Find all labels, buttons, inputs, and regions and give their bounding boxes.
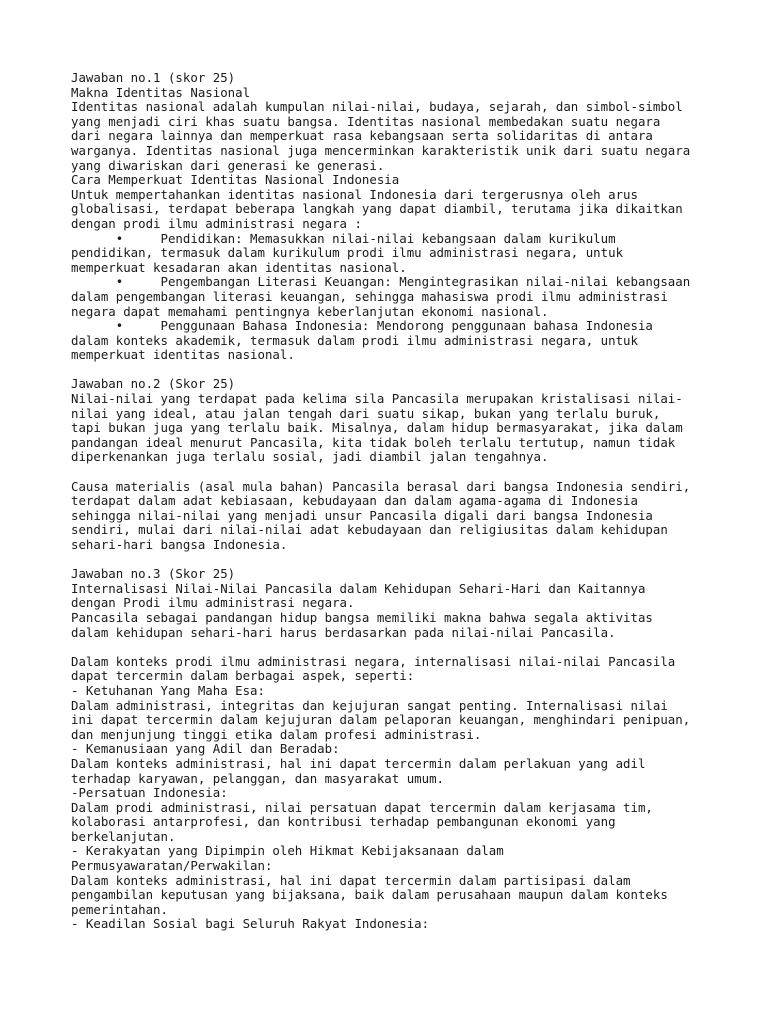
blank-line <box>71 640 711 655</box>
text-line: - Ketuhanan Yang Maha Esa: <box>71 682 265 698</box>
text-line: Identitas nasional adalah kumpulan nilai-nilai, budaya, sejarah, dan simbol-simbol <box>71 99 683 115</box>
text-line: pendidikan, termasuk dalam kurikulum prodi ilmu administrasi negara, untuk <box>71 245 624 261</box>
text-line: pandangan ideal menurut Pancasila, kita tidak boleh terlalu tertutup, namun tidak <box>71 434 676 450</box>
text-line: nilai yang ideal, atau jalan tengah dari suatu sikap, bukan yang terlalu buruk, <box>71 405 661 421</box>
text-line: warganya. Identitas nasional juga mencerminkan karakteristik unik dari suatu negara <box>71 142 691 158</box>
text-line: - Keadilan Sosial bagi Seluruh Rakyat Indonesia: <box>71 916 430 932</box>
text-line: -Persatuan Indonesia: <box>71 785 228 801</box>
text-line: ini dapat tercermin dalam kejujuran dalam pelaporan keuangan, menghindari penipuan, <box>71 712 691 728</box>
text-line: Dalam konteks prodi ilmu administrasi negara, internalisasi nilai-nilai Pancasila <box>71 653 676 669</box>
text-line: - Kerakyatan yang Dipimpin oleh Hikmat Kebijaksanaan dalam <box>71 843 504 859</box>
text-line: Dalam administrasi, integritas dan kejujuran sangat penting. Internalisasi nilai <box>71 697 668 713</box>
text-line: Causa materialis (asal mula bahan) Pancasila berasal dari bangsa Indonesia sendiri, <box>71 478 691 494</box>
text-line: diperkenankan juga terlalu sosial, jadi diambil jalan tengahnya. <box>71 449 549 465</box>
text-line: • Penggunaan Bahasa Indonesia: Mendorong penggunaan bahasa Indonesia <box>71 318 653 334</box>
text-line: Dalam konteks administrasi, hal ini dapat tercermin dalam partisipasi dalam <box>71 872 631 888</box>
document-text <box>71 71 711 932</box>
text-line: tapi bukan juga yang terlalu baik. Misalnya, dalam hidup bermasyarakat, jika dalam <box>71 420 683 436</box>
text-line: kolaborasi antarprofesi, dan kontribusi terhadap pembangunan ekonomi yang <box>71 814 616 830</box>
text-line: dengan prodi ilmu administrasi negara : <box>71 215 362 231</box>
text-line: Nilai-nilai yang terdapat pada kelima sila Pancasila merupakan kristalisasi nilai- <box>71 391 683 407</box>
text-line: berkelanjutan. <box>71 828 176 844</box>
text-line: globalisasi, terdapat beberapa langkah yang dapat diambil, terutama jika dikaitkan <box>71 201 683 217</box>
text-line: Internalisasi Nilai-Nilai Pancasila dalam Kehidupan Sehari-Hari dan Kaitannya <box>71 580 646 596</box>
text-line: pemerintahan. <box>71 901 168 917</box>
text-line: yang menjadi ciri khas suatu bangsa. Identitas nasional membedakan suatu negara <box>71 113 661 129</box>
text-line: negara dapat memahami pentingnya keberlanjutan ekonomi nasional. <box>71 303 549 319</box>
text-line: Jawaban no.1 (skor 25) <box>71 70 236 85</box>
text-line: dari negara lainnya dan memperkuat rasa kebangsaan serta solidaritas di antara <box>71 128 653 144</box>
text-line: yang diwariskan dari generasi ke generasi. <box>71 157 385 173</box>
text-line: Dalam konteks administrasi, hal ini dapat tercermin dalam perlakuan yang adil <box>71 755 646 771</box>
text-line: • Pendidikan: Memasukkan nilai-nilai kebangsaan dalam kurikulum <box>71 230 616 246</box>
text-line: memperkuat kesadaran akan identitas nasional. <box>71 259 407 275</box>
text-line: dan menjunjung tinggi etika dalam profesi administrasi. <box>71 726 482 742</box>
text-line: sehari-hari bangsa Indonesia. <box>71 537 288 552</box>
text-line: Pancasila sebagai pandangan hidup bangsa memiliki makna bahwa segala aktivitas <box>71 609 653 625</box>
text-line: Dalam prodi administrasi, nilai persatuan dapat tercermin dalam kerjasama tim, <box>71 799 653 815</box>
text-line: Makna Identitas Nasional <box>71 84 251 100</box>
blank-line <box>71 465 711 480</box>
text-line: terhadap karyawan, pelanggan, dan masyarakat umum. <box>71 770 444 786</box>
text-line: pengambilan keputusan yang bijaksana, baik dalam perusahaan maupun dalam konteks <box>71 887 668 903</box>
text-line: dalam konteks akademik, termasuk dalam prodi ilmu administrasi negara, untuk <box>71 332 638 348</box>
text-line: memperkuat identitas nasional. <box>71 347 295 363</box>
text-line: terdapat dalam adat kebiasaan, kebudayaan dan dalam agama-agama di Indonesia <box>71 493 638 509</box>
text-line: dengan Prodi ilmu administrasi negara. <box>71 595 355 611</box>
text-line: Cara Memperkuat Identitas Nasional Indonesia <box>71 172 400 188</box>
text-line: dalam kehidupan sehari-hari harus berdasarkan pada nilai-nilai Pancasila. <box>71 624 616 640</box>
text-line: sendiri, mulai dari nilai-nilai adat kebudayaan dan religiusitas dalam kehidupan <box>71 522 668 538</box>
text-line: sehingga nilai-nilai yang menjadi unsur Pancasila digali dari bangsa Indonesia <box>71 507 653 523</box>
text-line: dalam pengembangan literasi keuangan, sehingga mahasiswa prodi ilmu administrasi <box>71 288 668 304</box>
blank-line <box>71 553 711 568</box>
text-line: dapat tercermin dalam berbagai aspek, seperti: <box>71 668 415 684</box>
text-line: Untuk mempertahankan identitas nasional Indonesia dari tergerusnya oleh arus <box>71 186 638 202</box>
text-line: • Pengembangan Literasi Keuangan: Mengintegrasikan nilai-nilai kebangsaan <box>71 274 691 290</box>
text-line: Permusyawaratan/Perwakilan: <box>71 858 273 874</box>
text-line: Jawaban no.2 (Skor 25) <box>71 376 236 392</box>
blank-line <box>71 363 711 378</box>
text-line: Jawaban no.3 (Skor 25) <box>71 566 236 582</box>
text-line: - Kemanusiaan yang Adil dan Beradab: <box>71 741 340 757</box>
